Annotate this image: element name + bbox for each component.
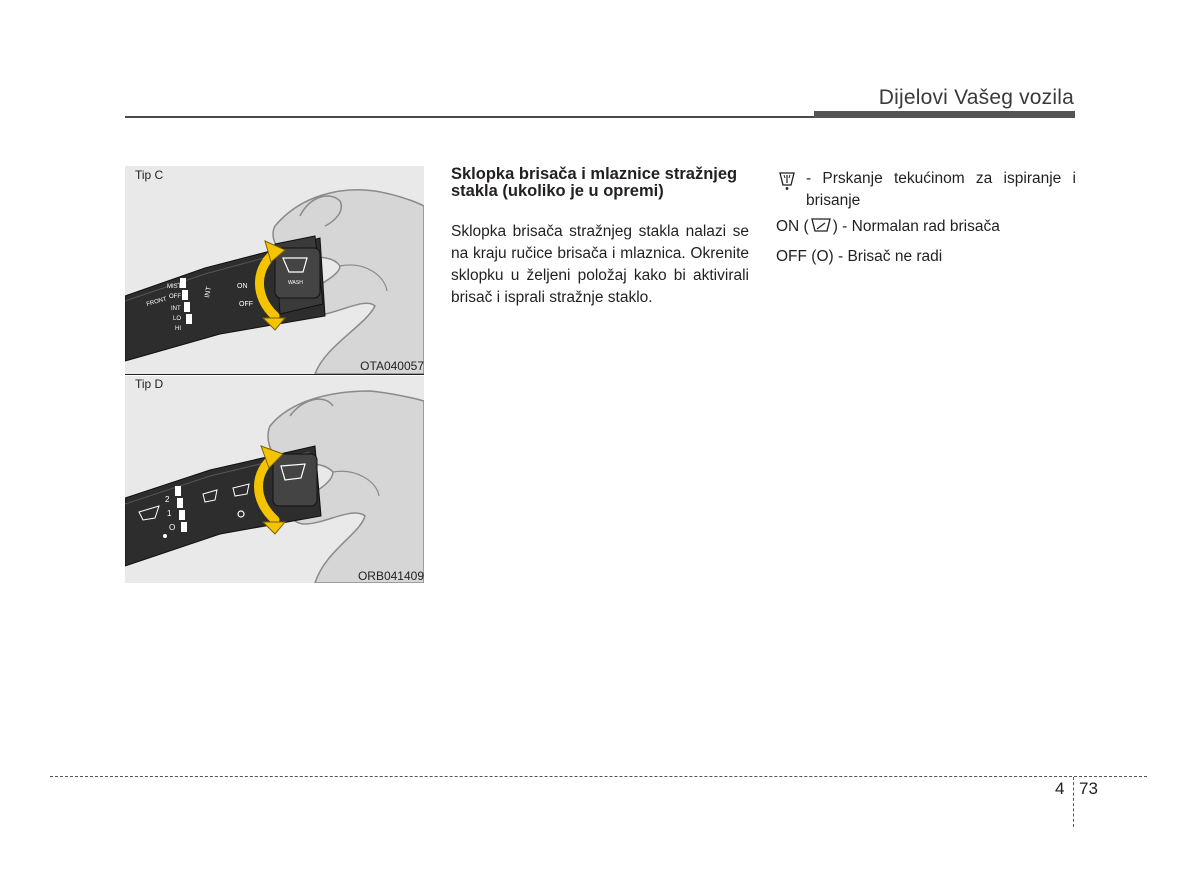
- mode-on-prefix: ON (: [776, 218, 809, 235]
- footer-page-separator: [1073, 777, 1074, 827]
- mode-on-suffix: ) - Normalan rad brisača: [832, 218, 1000, 235]
- figure-label-tip-d: Tip D: [135, 377, 164, 391]
- header-rule-accent: [814, 111, 1075, 118]
- figure-code-tip-c: OTA040057: [360, 359, 424, 373]
- marking-lo: LO: [173, 316, 182, 322]
- figure-divider: [125, 374, 424, 375]
- marking-front: FRONT: [145, 296, 168, 308]
- page-header-title: Dijelovi Vašeg vozila: [878, 86, 1074, 109]
- mode-on: [776, 216, 1076, 242]
- washer-spray-icon: [776, 168, 806, 199]
- mode-list: [776, 168, 1076, 272]
- mode-wash-text: - Prskanje tekućinom za ispiranje i brisanje: [806, 170, 1076, 209]
- marking-zero: O: [169, 523, 176, 532]
- marking-off: OFF: [169, 294, 181, 300]
- section-title: Sklopka brisača i mlaznice stražnjeg stakla (ukoliko je u opremi): [451, 165, 738, 200]
- figure-tip-d: [125, 376, 424, 583]
- section-body: Sklopka brisača stražnjeg stakla nalazi se na kraju ručice brisača i mlaznica. Okrenite sklopku u željeni položaj kako bi aktivirali brisač i isprali stražnje staklo.: [451, 223, 749, 306]
- marking-one: 1: [167, 509, 172, 518]
- figure-label-tip-c: Tip C: [135, 168, 164, 182]
- marking-ring-int: INT: [204, 286, 213, 299]
- marking-int: INT: [171, 306, 181, 312]
- wiper-switch-illustration-tip-c: [125, 166, 424, 374]
- marking-mist: MIST: [167, 284, 182, 290]
- marking-hi: HI: [175, 326, 181, 332]
- page-number: 73: [1079, 779, 1098, 798]
- marking-two: 2: [165, 495, 170, 504]
- figure-tip-c: [125, 166, 424, 374]
- rear-wiper-icon: [810, 217, 832, 242]
- mode-wash: [776, 168, 1076, 212]
- chapter-number: 4: [1055, 779, 1065, 798]
- marking-ring-off: OFF: [239, 301, 253, 308]
- wiper-switch-illustration-tip-d: [125, 376, 424, 583]
- mode-off: OFF (O) - Brisač ne radi: [776, 248, 943, 265]
- figure-code-tip-d: ORB041409: [357, 569, 424, 583]
- marking-on: ON: [237, 283, 248, 290]
- marking-wash: WASH: [288, 280, 303, 286]
- footer-rule: [50, 776, 1147, 777]
